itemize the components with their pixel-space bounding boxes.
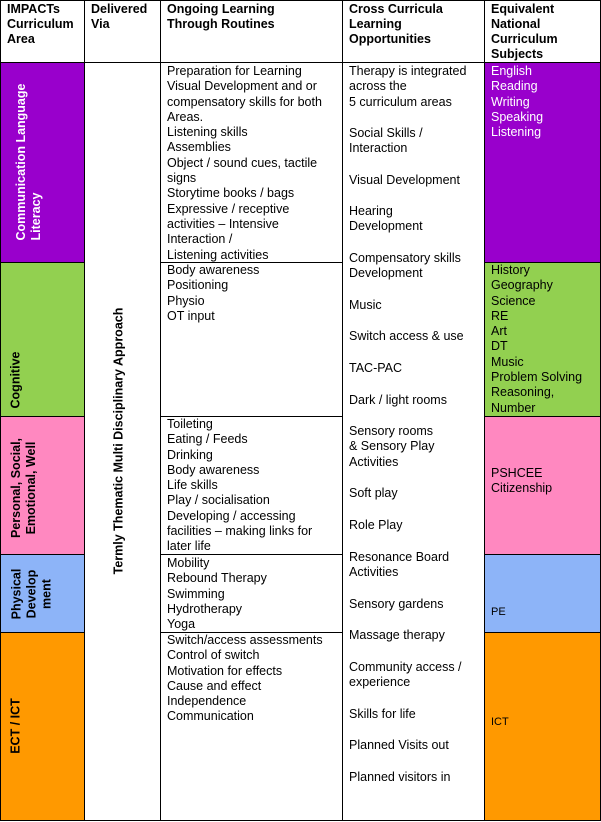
list-item: facilities – making links for xyxy=(167,524,313,539)
cross-item-planned-visitors-in: Planned visitors in xyxy=(349,770,451,784)
row-sep xyxy=(484,632,601,633)
row-sep xyxy=(0,262,85,263)
header-area: IMPACTs Curriculum Area xyxy=(7,2,74,46)
equivalent-cognitive-list xyxy=(491,263,597,416)
cross-item-social-skills: Social Skills / Interaction xyxy=(349,126,423,156)
list-item: Physio xyxy=(167,293,205,308)
cross-item-music: Music xyxy=(349,298,382,312)
list-item: Cause and effect xyxy=(167,678,262,693)
ongoing-cognitive-list xyxy=(167,263,339,324)
list-item: Swimming xyxy=(167,586,225,601)
list-item: Expressive / receptive xyxy=(167,201,290,216)
equivalent-cell-physical xyxy=(485,554,600,632)
equivalent-ict-list xyxy=(491,715,597,730)
row-sep xyxy=(0,416,85,417)
list-item: Control of switch xyxy=(167,648,260,663)
list-item: Independence xyxy=(167,694,247,709)
border-col2 xyxy=(160,0,161,821)
list-item: Visual Development and or xyxy=(167,79,317,94)
cross-item-therapy: Therapy is integrated across the 5 curriculum areas xyxy=(349,64,467,109)
list-item: Problem Solving xyxy=(491,370,583,385)
equivalent-physical-list xyxy=(491,605,597,620)
header-ongoing: Ongoing Learning Through Routines xyxy=(167,2,275,31)
list-item: Interaction / xyxy=(167,232,233,247)
list-item: Eating / Feeds xyxy=(167,432,248,447)
list-item: Storytime books / bags xyxy=(167,186,295,201)
cross-item-resonance-board: Resonance Board Activities xyxy=(349,550,450,580)
list-item: Listening xyxy=(491,125,542,140)
border-header xyxy=(0,62,601,63)
list-item: PE xyxy=(491,606,506,618)
area-label-cognitive: Cognitive xyxy=(8,351,23,409)
list-item: ICT xyxy=(491,716,509,728)
list-item: Number xyxy=(491,400,536,415)
list-item: Writing xyxy=(491,94,530,109)
row-sep xyxy=(0,632,85,633)
list-item: Communication xyxy=(167,709,254,724)
cross-item-skills-for-life: Skills for life xyxy=(349,707,416,721)
ongoing-communication-list xyxy=(167,64,339,263)
list-item: Play / socialisation xyxy=(167,493,270,508)
cross-item-compensatory-skills: Compensatory skills Development xyxy=(349,251,461,281)
list-item: Drinking xyxy=(167,447,213,462)
list-item: Body awareness xyxy=(167,462,260,477)
list-item: compensatory skills for both xyxy=(167,94,322,109)
border-left xyxy=(0,0,1,821)
ongoing-ict-list xyxy=(167,633,339,725)
list-item: Listening activities xyxy=(167,247,269,262)
row-sep xyxy=(484,554,601,555)
area-label-communication: Communication Language Literacy xyxy=(14,83,43,241)
header-cross: Cross Curricula Learning Opportunities xyxy=(349,2,443,46)
equivalent-communication-list xyxy=(491,64,597,140)
list-item: later life xyxy=(167,539,211,554)
list-item: Reading xyxy=(491,79,538,94)
list-item: Citizenship xyxy=(491,481,553,496)
list-item: Music xyxy=(491,354,524,369)
cross-item-soft-play: Soft play xyxy=(349,486,398,500)
list-item: Motivation for effects xyxy=(167,663,283,678)
list-item: Science xyxy=(491,293,536,308)
list-item: Hydrotherapy xyxy=(167,601,243,616)
list-item: Yoga xyxy=(167,617,196,632)
cross-item-planned-visits-out: Planned Visits out xyxy=(349,738,449,752)
list-item: Geography xyxy=(491,278,553,293)
cross-item-sensory-gardens: Sensory gardens xyxy=(349,597,444,611)
border-col3 xyxy=(342,0,343,821)
cross-item-dark-light-rooms: Dark / light rooms xyxy=(349,393,447,407)
list-item: DT xyxy=(491,339,508,354)
list-item: Speaking xyxy=(491,109,544,124)
cross-item-massage-therapy: Massage therapy xyxy=(349,628,445,642)
list-item: signs xyxy=(167,171,197,186)
list-item: Switch/access assessments xyxy=(167,633,323,647)
ongoing-physical-list xyxy=(167,556,339,632)
list-item: OT input xyxy=(167,308,215,323)
list-item: Preparation for Learning xyxy=(167,64,302,78)
delivered-via-label: Termly Thematic Multi Disciplinary Approach xyxy=(111,307,126,575)
border-bottom xyxy=(0,820,601,821)
list-item: Areas. xyxy=(167,109,204,124)
cross-item-switch-access: Switch access & use xyxy=(349,329,464,343)
list-item: Listening skills xyxy=(167,125,248,140)
list-item: PSHCEE xyxy=(491,466,543,480)
header-delivered: Delivered Via xyxy=(91,2,148,31)
list-item: Reasoning, xyxy=(491,385,555,400)
list-item: English xyxy=(491,64,532,78)
list-item: Object / sound cues, tactile xyxy=(167,155,318,170)
cross-item-sensory-rooms: Sensory rooms & Sensory Play Activities xyxy=(349,424,435,469)
area-label-personal: Personal, Social, Emotional, Well xyxy=(9,437,38,539)
list-item: RE xyxy=(491,308,509,323)
area-label-physical: Physical Develop ment xyxy=(9,568,54,620)
cross-item-tac-pac: TAC-PAC xyxy=(349,361,403,375)
row-sep xyxy=(0,554,85,555)
cross-item-visual-development: Visual Development xyxy=(349,173,460,187)
list-item: Mobility xyxy=(167,556,210,570)
list-item: activities – Intensive xyxy=(167,216,279,231)
cross-item-community-access: Community access / experience xyxy=(349,660,462,690)
list-item: Assemblies xyxy=(167,140,231,155)
list-item: Life skills xyxy=(167,478,218,493)
area-label-ict: ECT / ICT xyxy=(8,698,23,754)
border-col4 xyxy=(484,0,485,821)
ongoing-personal-list xyxy=(167,417,339,555)
cross-item-role-play: Role Play xyxy=(349,518,403,532)
list-item: Positioning xyxy=(167,278,229,293)
row-sep xyxy=(484,416,601,417)
list-item: Toileting xyxy=(167,417,213,431)
cross-item-hearing-development: Hearing Development xyxy=(349,204,423,234)
list-item: Rebound Therapy xyxy=(167,571,267,586)
list-item: Art xyxy=(491,324,507,339)
border-col1 xyxy=(84,0,85,821)
list-item: History xyxy=(491,263,530,277)
cross-curricula-list xyxy=(349,0,483,820)
list-item: Developing / accessing xyxy=(167,508,296,523)
header-equivalent: Equivalent National Curriculum Subjects xyxy=(491,2,558,61)
equivalent-personal-list xyxy=(491,466,597,497)
list-item: Body awareness xyxy=(167,263,260,277)
